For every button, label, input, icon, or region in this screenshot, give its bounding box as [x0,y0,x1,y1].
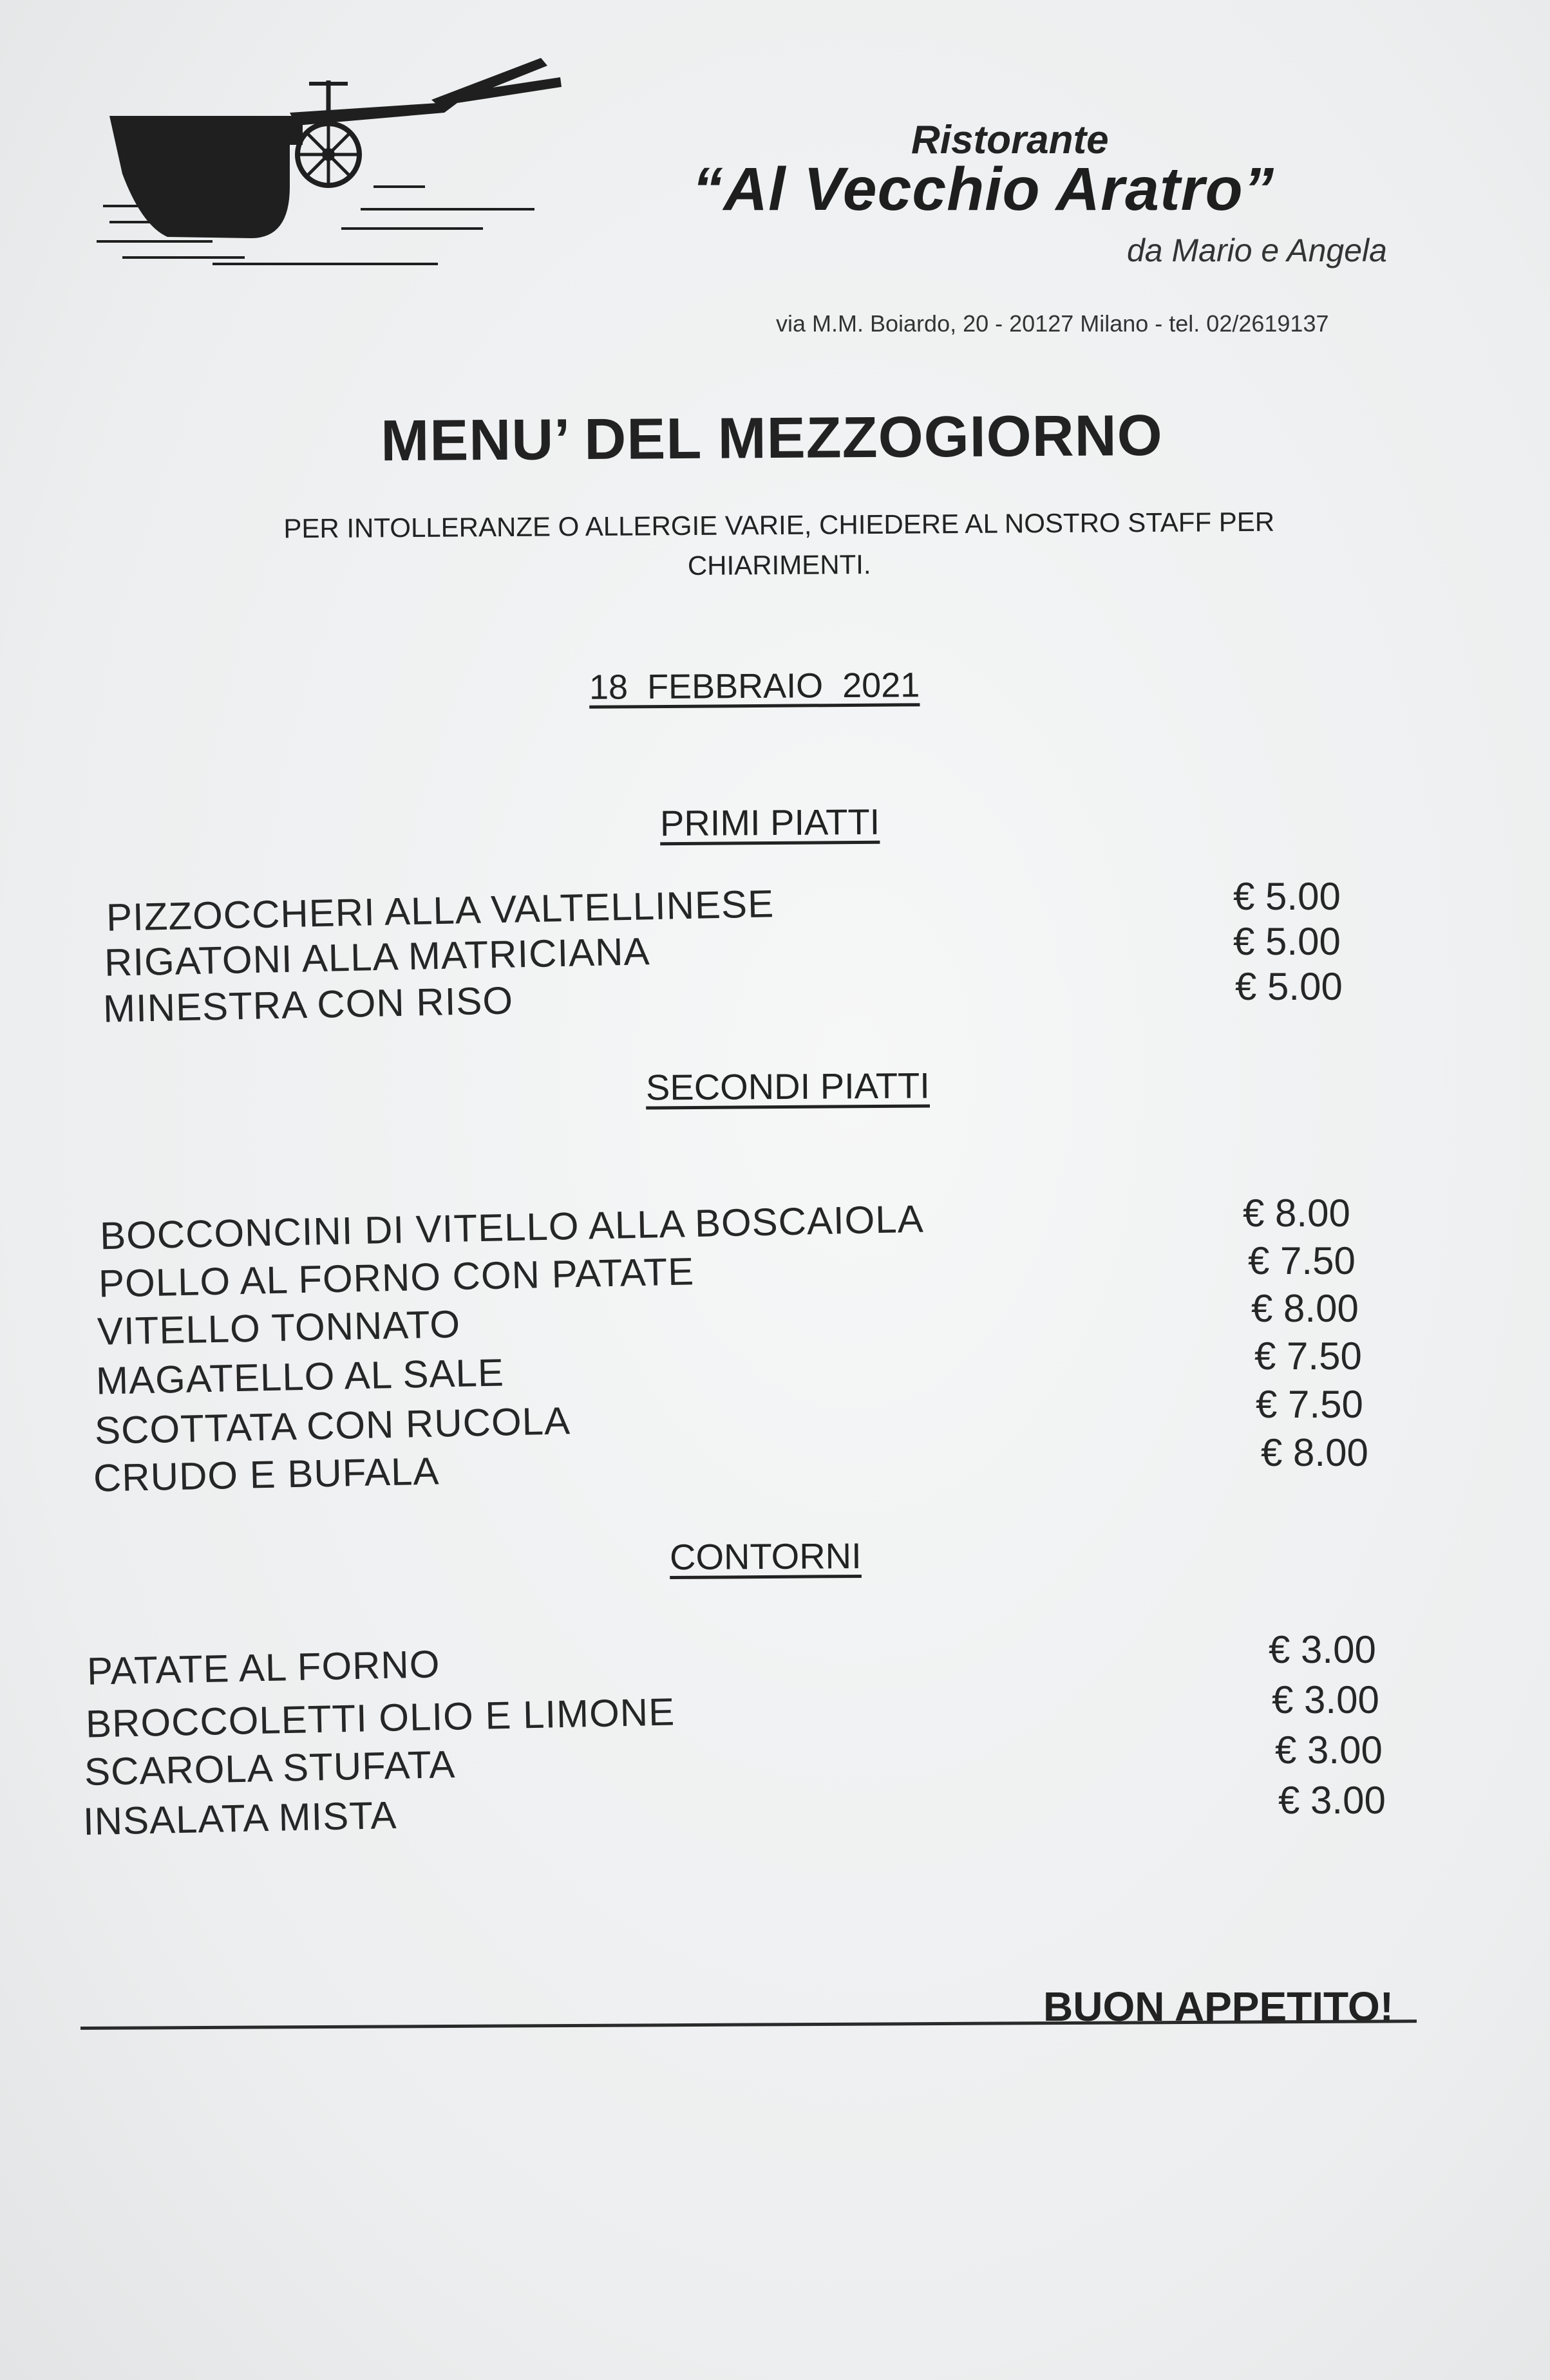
dish-name: CRUDO E BUFALA [93,1449,440,1500]
menu-title: MENU’ DEL MEZZOGIORNO [380,403,1164,474]
dish-price: € 7.50 [1256,1383,1363,1426]
dish-name: SCOTTATA CON RUCOLA [94,1399,571,1452]
dish-price: € 7.50 [1254,1335,1362,1378]
restaurant-name: “Al Vecchio Aratro” [692,155,1275,223]
allergy-note-line1: PER INTOLLERANZE O ALLERGIE VARIE, CHIEDERE AL NOSTRO STAFF PER [283,506,1275,544]
closing-greeting: BUON APPETITO! [1043,1983,1394,2030]
section-title-secondi: SECONDI PIATTI [645,1065,930,1108]
dish-price: € 5.00 [1233,875,1341,918]
dish-name: BROCCOLETTI OLIO E LIMONE [85,1690,676,1746]
dish-price: € 5.00 [1233,920,1341,963]
dish-name: POLLO AL FORNO CON PATATE [98,1250,695,1306]
menu-date: 18 FEBBRAIO 2021 [589,666,920,707]
allergy-note-line2: CHIARIMENTI. [687,549,871,581]
dish-price: € 5.00 [1235,965,1343,1008]
dish-name: INSALATA MISTA [82,1793,398,1844]
dish-price: € 3.00 [1275,1729,1383,1772]
dish-name: BOCCONCINI DI VITELLO ALLA BOSCAIOLA [99,1197,925,1258]
section-title-contorni: CONTORNI [669,1535,862,1578]
dish-price: € 7.50 [1248,1239,1356,1282]
restaurant-label: Ristorante [911,118,1109,162]
allergy-note [193,501,1366,590]
dish-name: RIGATONI ALLA MATRICIANA [104,930,651,984]
dish-price: € 3.00 [1269,1628,1376,1671]
dish-name: MINESTRA CON RISO [102,979,514,1031]
dish-price: € 3.00 [1272,1678,1379,1721]
restaurant-address: via M.M. Boiardo, 20 - 20127 Milano - tel. 02/2619137 [776,310,1329,337]
restaurant-owners: da Mario e Angela [1127,232,1387,268]
section-title-primi: PRIMI PIATTI [659,801,880,844]
dish-name: PATATE AL FORNO [86,1642,441,1693]
dish-price: € 8.00 [1243,1192,1350,1235]
plough-logo-icon [97,32,567,270]
dish-price: € 3.00 [1278,1779,1386,1822]
dish-name: PIZZOCCHERI ALLA VALTELLINESE [106,882,775,939]
dish-name: VITELLO TONNATO [97,1302,461,1353]
dish-price: € 8.00 [1251,1287,1359,1330]
dish-name: MAGATELLO AL SALE [95,1351,505,1403]
dish-price: € 8.00 [1261,1431,1368,1474]
dish-name: SCAROLA STUFATA [84,1742,456,1794]
